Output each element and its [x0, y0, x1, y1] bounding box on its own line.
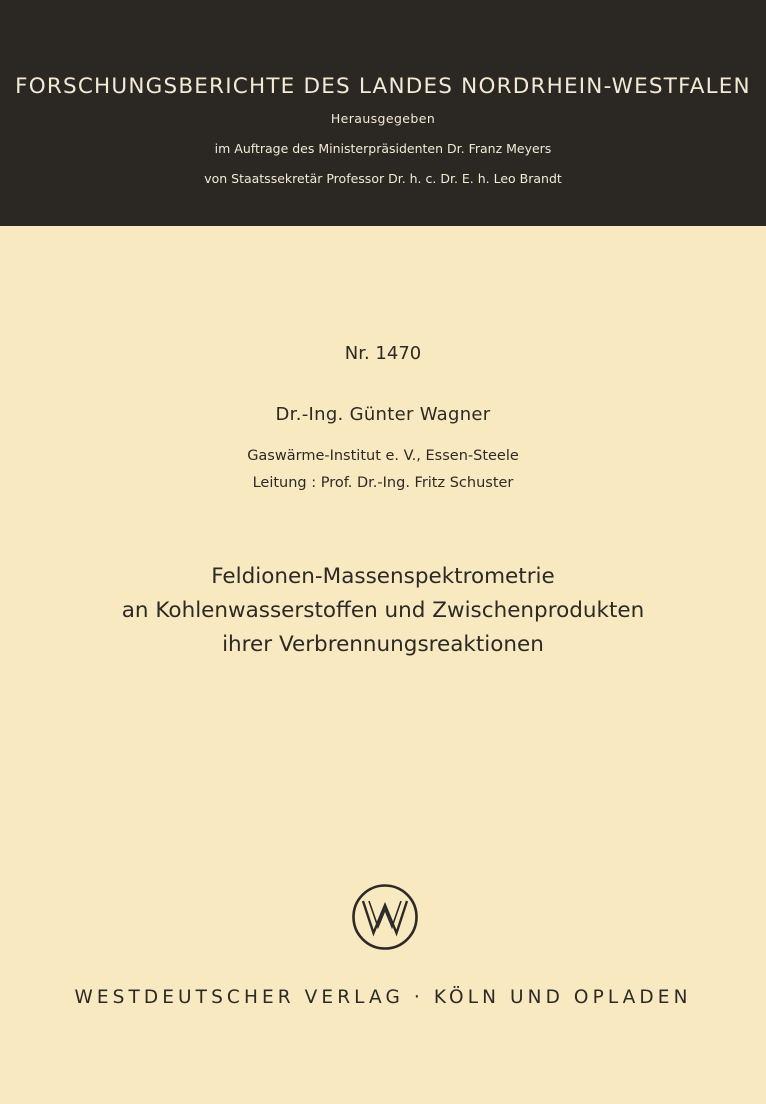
commission-note: im Auftrage des Ministerpräsidenten Dr. Franz Meyers: [214, 141, 552, 156]
leadership-line: Leitung : Prof. Dr.-Ing. Fritz Schuster: [252, 475, 514, 491]
title-line-3: ihrer Verbrennungsreaktionen: [222, 632, 544, 657]
author-name: Dr.-Ing. Günter Wagner: [275, 404, 491, 425]
header-band: [0, 0, 766, 226]
secretary-note: von Staatssekretär Professor Dr. h. c. Dr. E. h. Leo Brandt: [204, 171, 562, 186]
publisher-line: WESTDEUTSCHER VERLAG · KÖLN UND OPLADEN: [74, 987, 692, 1008]
title-line-1: Feldionen-Massenspektrometrie: [211, 564, 555, 589]
publisher-logo-icon: [351, 883, 419, 951]
editor-note: Herausgegeben: [330, 111, 436, 126]
report-number: Nr. 1470: [344, 343, 422, 364]
institute-line: Gaswärme-Institut e. V., Essen-Steele: [247, 448, 519, 464]
title-line-2: an Kohlenwasserstoffen und Zwischenprodukten: [121, 598, 645, 623]
report-title: [0, 560, 766, 662]
series-title: FORSCHUNGSBERICHTE DES LANDES NORDRHEIN-WESTFALEN: [15, 74, 751, 99]
